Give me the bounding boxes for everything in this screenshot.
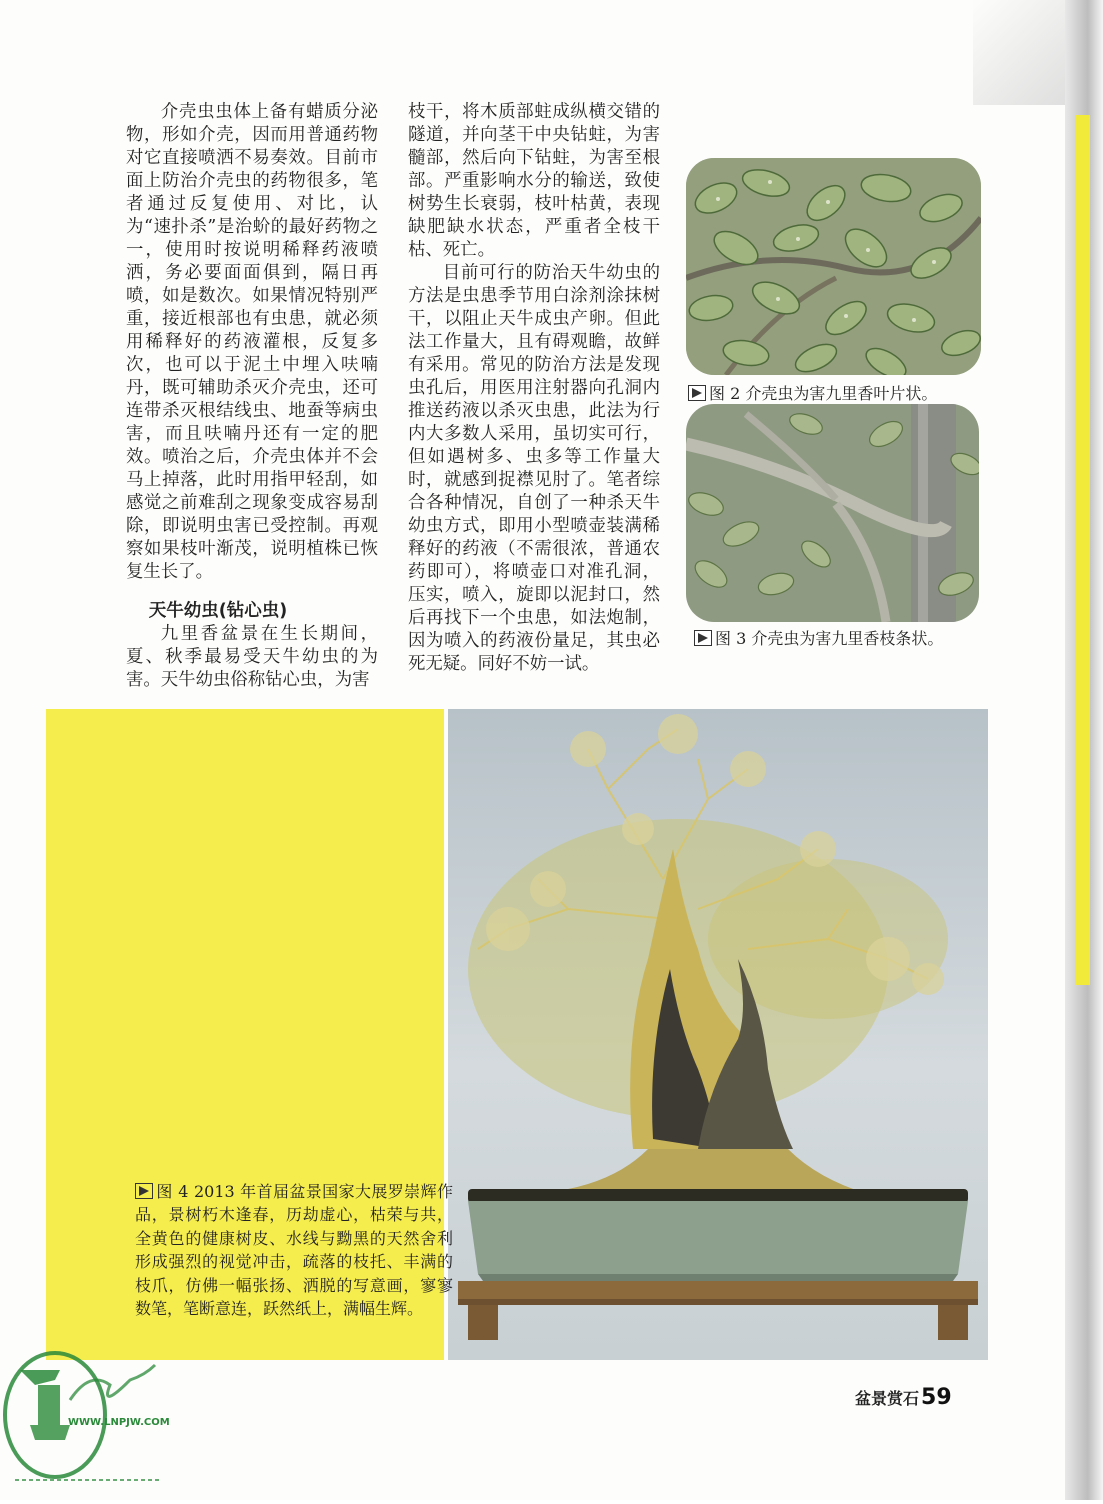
caption-arrow-icon bbox=[688, 385, 706, 401]
figure-2-caption bbox=[688, 381, 937, 404]
yellow-edge-strip bbox=[1076, 115, 1090, 985]
paragraph-longhorn-damage: 枝干，将木质部蛀成纵横交错的隧道，并向茎干中央钻蛀，为害髓部，然后向下钻蛀，为害至根部。严重影响水分的输送，致使树势生长衰弱，枝叶枯黄，表现缺肥缺水状态，严重者全枝干枯、死亡。 bbox=[408, 102, 660, 260]
figure-4-caption bbox=[135, 1180, 453, 1320]
page-folio bbox=[855, 1385, 952, 1410]
figure-3-branch-damage-photo bbox=[686, 404, 979, 622]
watermark-url: WWW.LNPJW.COM bbox=[68, 1417, 170, 1428]
figure-3-caption-text: 图 3 介壳虫为害九里香枝条状。 bbox=[715, 629, 944, 648]
figure-4-bonsai-photo bbox=[448, 709, 988, 1360]
section-heading-longhorn-larva: 天牛幼虫(钻心虫) bbox=[148, 601, 288, 621]
magazine-title: 盆景赏石 bbox=[855, 1389, 920, 1408]
site-watermark-logo bbox=[0, 1330, 175, 1500]
paragraph-scale-insect-treatment: 介壳虫虫体上备有蜡质分泌物，形如介壳，因而用普通药物对它直接喷洒不易奏效。目前市面上防治介壳虫的药物很多，笔者通过反复使用、对比，认为“速扑杀”是治蚧的最好药物之一，使用时按说明稀释药液喷洒，务必要面面俱到，隔日再喷，如是数次。如果情况特别严重，接近根部也有虫患，就必须用稀释好的药液灌根，反复多次，也可以于泥土中埋入呋喃丹，既可辅助杀灭介壳虫，还可连带杀灭根结线虫、地蚕等病虫害，而且呋喃丹还有一定的肥效。喷治之后，介壳虫体并不会马上掉落，此时用指甲轻刮，如感觉之前难刮之现象变成容易刮除，即说明虫害已受控制。再观察如果枝叶渐茂，说明植株已恢复生长了。 bbox=[126, 102, 378, 582]
caption-arrow-icon bbox=[135, 1183, 153, 1199]
text-column-left bbox=[126, 101, 378, 692]
text-column-middle bbox=[408, 101, 660, 676]
figure-2-leaf-damage-photo bbox=[686, 158, 981, 375]
paragraph-longhorn-control: 目前可行的防治天牛幼虫的方法是虫患季节用白涂剂涂抹树干，以阻止天牛成虫产卵。但此法工作量大，且有碍观瞻，故鲜有采用。常见的防治方法是发现虫孔后，用医用注射器向孔洞内推送药液以杀灭虫患，此法为行内大多数人采用，虽切实可行，但如遇树多、虫多等工作量大时，就感到捉襟见肘了。笔者综合各种情况，自创了一种杀天牛幼虫方式，即用小型喷壶装满稀释好的药液（不需很浓，普通农药即可），将喷壶口对准孔洞，压实，喷入，旋即以泥封口，然后再找下一个虫患，如法炮制，因为喷入的药液份量足，其虫必死无疑。同好不妨一试。 bbox=[408, 263, 660, 674]
page-number: 59 bbox=[921, 1385, 952, 1410]
caption-arrow-icon bbox=[694, 630, 712, 646]
figure-3-caption bbox=[694, 626, 943, 649]
figure-2-caption-text: 图 2 介壳虫为害九里香叶片状。 bbox=[709, 384, 938, 403]
paragraph-longhorn-intro: 九里香盆景在生长期间，夏、秋季最易受天牛幼虫的为害。天牛幼虫俗称钻心虫，为害 bbox=[126, 624, 378, 690]
figure-4-caption-text: 图 4 2013 年首届盆景国家大展罗崇辉作品，景树朽木逢春，历劫虚心，枯荣与共，全黄色的健康树皮、水线与黝黑的天然舍利形成强烈的视觉冲击，疏落的枝托、丰满的枝爪，仿佛一幅张扬、洒脱的写意画，寥寥数笔，笔断意连，跃然纸上，满幅生辉。 bbox=[135, 1182, 453, 1319]
